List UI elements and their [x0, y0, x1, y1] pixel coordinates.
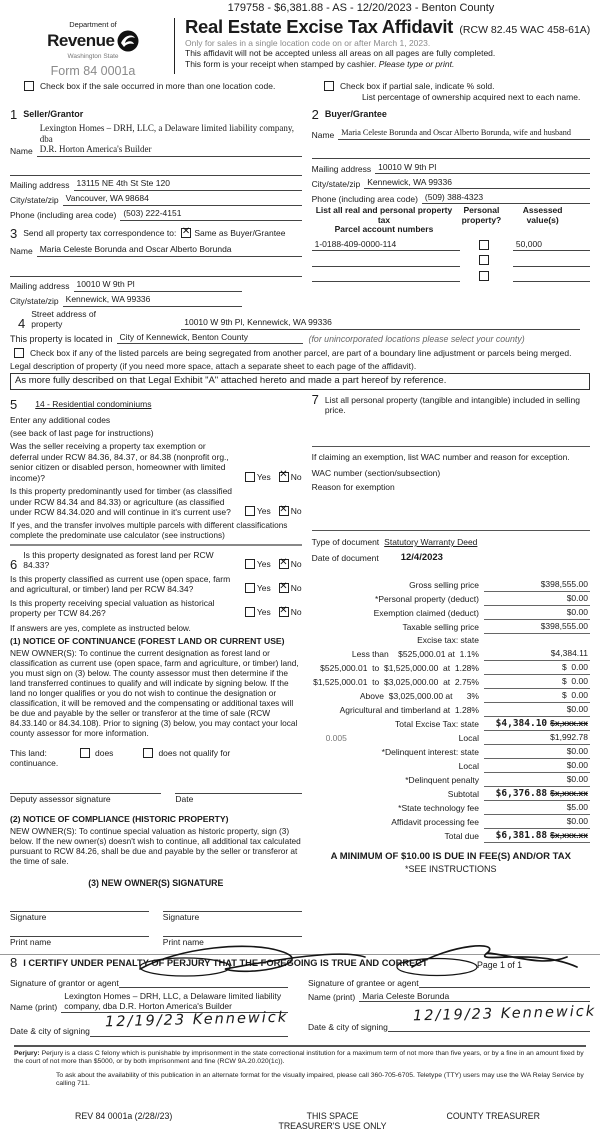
personal-property-deduct-value[interactable]: $0.00	[484, 593, 590, 606]
q4-yes-checkbox[interactable]	[245, 583, 255, 593]
this-land-label: This land:	[10, 747, 47, 758]
owner-signature-label: Signature	[10, 911, 47, 922]
type-or-print-note: Please type or print.	[378, 58, 455, 69]
street-address-label: Street address of property	[31, 308, 96, 329]
taxable-selling-price-value[interactable]: $398,555.00	[484, 621, 590, 634]
grantor-signature-block	[10, 970, 300, 1037]
assessed-value-field[interactable]	[513, 271, 590, 282]
tax-row-affidavit-fee: Affidavit processing fee $0.00	[391, 816, 588, 827]
owner-print-line[interactable]	[163, 928, 302, 937]
form-number: Form 84 0001a	[50, 63, 136, 78]
owner-print-label: Print name	[10, 937, 52, 947]
dor-logo	[18, 16, 168, 77]
parcel-number-field[interactable]: 1-0188-409-0000-114	[312, 239, 460, 252]
buyer-city-field[interactable]: Kennewick, WA 99336	[364, 177, 590, 190]
owner-signature-line[interactable]	[10, 901, 149, 912]
top-checkbox-row	[0, 76, 600, 102]
perjury-notice	[14, 1045, 586, 1089]
parcel-table	[312, 206, 590, 282]
revenue-swirl-icon	[117, 30, 139, 52]
section-4-number: 4	[18, 316, 26, 331]
located-in-label: This property is located in	[10, 333, 113, 344]
tax-row-exemption-deduct: Exemption claimed (deduct) $0.00	[373, 607, 588, 618]
grantor-date-label: Date & city of signing	[10, 1026, 90, 1036]
gross-selling-price-value[interactable]: $398,555.00	[484, 579, 590, 592]
question-historic-property: Is this property receiving special valuation as historical property per TCW 84.26? Yes ✕ No	[10, 598, 302, 619]
does-not-checkbox[interactable]	[143, 748, 153, 758]
tax-row-gross: Gross selling price $398,555.00	[409, 579, 588, 590]
same-as-buyer-label: Same as Buyer/Grantee	[194, 227, 286, 238]
question-current-use: Is this property classified as current use (open space, farm and agricultural, or timber) land per RCW 84.34? Yes ✕ No	[10, 574, 302, 595]
form-footer	[0, 1111, 600, 1132]
seller-name-field[interactable]: Lexington Homes – DRH, LLC, a Delaware limited liability company, dba D.R. Horton America's Builder	[37, 123, 302, 157]
county-treasurer-label: COUNTY TREASURER	[446, 1110, 540, 1121]
grantor-signature-line[interactable]	[119, 976, 288, 988]
street-address-field[interactable]: 10010 W 9th Pl, Kennewick, WA 99336	[181, 317, 580, 330]
grantee-date-handwriting: 12/19/23 Kennewick	[412, 1003, 597, 1025]
parcel-number-field[interactable]	[312, 256, 460, 267]
q2-yes-checkbox[interactable]	[245, 506, 255, 516]
seller-city-label: City/state/zip	[10, 195, 59, 205]
q3-yes-checkbox[interactable]	[245, 559, 255, 569]
land-use-code-field[interactable]: 14 - Residential condominiums	[35, 398, 152, 409]
tax-corr-city-field[interactable]: Kennewick, WA 99336	[63, 294, 242, 307]
seller-phone-field[interactable]: (503) 222-4151	[120, 208, 301, 221]
tier4-tax-value[interactable]: $ 0.00	[484, 690, 590, 703]
tax-corr-blank-line[interactable]	[10, 266, 302, 277]
section-7-text: List all personal property (tangible and intangible) included in selling price.	[324, 394, 580, 415]
buyer-name-label: Name	[311, 129, 335, 140]
owner-print-line[interactable]	[10, 928, 149, 937]
section-1-number: 1	[10, 107, 18, 122]
notice-compliance-title: (2) NOTICE OF COMPLIANCE (HISTORIC PROPERTY)	[10, 814, 229, 824]
tax-row-tier4: Above $3,025,000.00 at 3% $ 0.00	[359, 690, 588, 701]
redacted-amount: $x,xxx.xx	[550, 788, 588, 798]
new-owner-signature-title: (3) NEW OWNER(S) SIGNATURE	[88, 878, 224, 888]
redacted-amount: $x,xxx.xx	[550, 830, 588, 840]
question-exemption-deferral: Was the seller receiving a property tax exemption or deferral under RCW 84.36, 84.37, or 84.38 (nonprofit org., senior citizen or disabled person, homeowner with limited income)? Yes ✕ No	[10, 441, 302, 483]
grantor-date-handwriting: 12/19/23 Kennewick	[104, 1009, 289, 1030]
q1-yes-checkbox[interactable]	[245, 472, 255, 482]
grantee-signature-block	[300, 970, 597, 1037]
no-label: No	[290, 506, 302, 516]
personal-property-header: Personal property?	[461, 205, 502, 225]
buyer-mailing-field[interactable]: 10010 W 9th Pl	[375, 162, 590, 175]
parcel-header: List all real and personal property tax Parcel account numbers	[315, 205, 453, 234]
yes-label: Yes	[256, 607, 271, 617]
grantor-name-print-field[interactable]: Lexington Homes – DRH, LLC, a Delaware limited liability company, dba D.R. Horton America's Builder	[61, 991, 288, 1013]
local-tax-value[interactable]: $1,992.78	[484, 732, 590, 745]
wac-number-label: WAC number (section/subsection)	[311, 468, 441, 478]
tier2-tax-value[interactable]: $ 0.00	[484, 662, 590, 675]
grantor-name-print-label: Name (print)	[10, 1002, 58, 1012]
deputy-date-line[interactable]	[175, 783, 301, 794]
form-title: Real Estate Excise Tax Affidavit	[185, 15, 454, 37]
seller-phone-label: Phone (including area code)	[10, 210, 117, 220]
section-1-seller	[10, 105, 312, 307]
local-rate: 0.005	[325, 733, 347, 743]
section-5-6-divider	[10, 544, 302, 546]
assessed-value-field[interactable]: 50,000	[513, 239, 590, 252]
tax-row-local: 0.005 Local $1,992.78	[312, 732, 590, 745]
deputy-date-label: Date	[175, 793, 194, 804]
grantee-sig-label: Signature of grantee or agent	[308, 977, 419, 988]
yes-label: Yes	[256, 559, 271, 569]
parcel-number-field[interactable]	[312, 271, 460, 282]
tax-row-total-excise: Total Excise Tax: state $4,384.10 $x,xxx.xx	[395, 718, 588, 729]
personal-property-checkbox[interactable]	[479, 255, 489, 265]
section-5-number: 5	[10, 396, 18, 412]
exemption-note: If claiming an exemption, list WAC number and reason for exception.	[311, 451, 570, 462]
total-due-value[interactable]: $6,381.88 $x,xxx.xx	[484, 830, 590, 843]
see-back-note: (see back of last page for instructions)	[10, 427, 154, 438]
exemption-bottom-line	[312, 530, 590, 531]
buyer-blank-line[interactable]	[312, 148, 590, 159]
section-8-number: 8	[10, 954, 18, 970]
tier3-tax-value[interactable]: $ 0.00	[484, 676, 590, 689]
tax-computation-table	[312, 579, 590, 843]
predominate-use-note: If yes, and the transfer involves multiple parcels with different classifications complete the predominate use calculator (see instructions)	[10, 519, 288, 540]
reason-exemption-label: Reason for exemption	[311, 481, 395, 492]
logo-revenue: Revenue	[47, 30, 115, 50]
question-forest-land: 6 Is this property designated as forest land per RCW 84.33? Yes ✕ No	[10, 550, 302, 571]
tax-corr-mailing-field[interactable]: 10010 W 9th Pl	[74, 279, 242, 292]
yes-label: Yes	[256, 471, 271, 482]
grantee-name-print-field[interactable]: Maria Celeste Borunda	[359, 991, 590, 1003]
personal-property-line[interactable]	[312, 446, 590, 447]
buyer-phone-field[interactable]: (509) 388-4323	[422, 192, 590, 205]
grantee-date-label: Date & city of signing	[308, 1021, 388, 1032]
buyer-phone-label: Phone (including area code)	[311, 193, 418, 204]
minimum-due-note: A MINIMUM OF $10.00 IS DUE IN FEE(S) AND/OR TAX *SEE INSTRUCTIONS	[330, 850, 571, 874]
seller-mailing-label: Mailing address	[10, 180, 70, 190]
subtotal-value[interactable]: $6,376.88 $x,xxx.xx	[484, 788, 590, 801]
tax-row-tech-fee: *State technology fee $5.00	[398, 802, 588, 813]
owner-signature-line[interactable]	[163, 901, 302, 912]
buyer-city-label: City/state/zip	[311, 178, 361, 189]
agricultural-tax-value[interactable]: $0.00	[484, 704, 590, 717]
section-5-6-column	[10, 395, 312, 948]
ownership-percentage-note: List percentage of ownership acquired next to each name.	[362, 91, 581, 102]
no-label: No	[290, 583, 302, 593]
additional-codes-label: Enter any additional codes	[10, 415, 111, 425]
tax-row-agricultural: Agricultural and timberland at 1.28% $0.00	[339, 704, 588, 715]
seller-blank-line[interactable]	[10, 165, 302, 176]
header-divider	[174, 18, 175, 75]
receipt-line: 179758 - $6,381.88 - AS - 12/20/2023 - Benton County	[227, 2, 495, 14]
logo-washington-state: Washington State	[67, 53, 119, 60]
segregated-checkbox[interactable]	[14, 348, 24, 358]
if-answers-yes-note: If answers are yes, complete as instructed below.	[10, 622, 191, 633]
buyer-mailing-label: Mailing address	[311, 163, 372, 174]
partial-sale-label: Check box if partial sale, indicate % sold. List percentage of ownership acquired next to each name.	[340, 81, 581, 102]
grantee-signature-line[interactable]	[419, 976, 590, 988]
header-note-1: Only for sales in a single location code on or after March 1, 2023.	[185, 37, 431, 48]
doc-date-label: Date of document	[311, 552, 379, 563]
tax-row-tier3: $1,525,000.01 to $3,025,000.00 at 2.75% $ 0.00	[313, 676, 588, 687]
tax-corr-city-label: City/state/zip	[10, 296, 59, 306]
multiple-location-label: Check box if the sale occurred in more than one location code.	[40, 81, 276, 91]
page-number: Page 1 of 1	[477, 959, 522, 970]
tax-corr-mailing-label: Mailing address	[10, 281, 70, 291]
notice-compliance-body: NEW OWNER(S): To continue special valuation as historic property, sign (3) below. If the new owner(s) doesn't wish to continue, all additional tax calculated pursuant to RCW 84.26, shall be due and payable by the seller or transferor at the time of sale.	[10, 826, 301, 866]
tier1-tax-value[interactable]: $4,384.11	[484, 648, 590, 661]
parcel-row	[312, 239, 590, 252]
tax-row-delinquent-penalty: *Delinquent penalty $0.00	[405, 774, 588, 785]
certify-statement: I CERTIFY UNDER PENALTY OF PERJURY THAT THE FOREGOING IS TRUE AND CORRECT	[23, 957, 428, 968]
section-2-title: Buyer/Grantee	[324, 109, 387, 119]
q4-no-checkbox[interactable]	[279, 583, 289, 593]
form-header	[0, 14, 600, 77]
section-2-buyer	[312, 105, 590, 307]
new-owner-signature-row-1	[10, 901, 302, 923]
multiple-location-checkbox[interactable]	[24, 81, 34, 91]
continuance-label: continuance.	[10, 758, 59, 768]
delinquent-interest-state-value[interactable]: $0.00	[484, 746, 590, 759]
does-checkbox[interactable]	[80, 748, 90, 758]
tax-row-delinquent-interest-local: Local $0.00	[458, 760, 588, 771]
form-title-rcw: (RCW 82.45 WAC 458-61A)	[459, 23, 591, 36]
legal-description-box[interactable]: As more fully described on that Legal Exhibit "A" attached hereto and made a part hereof by reference.	[10, 373, 590, 390]
tax-corr-name-field[interactable]: Maria Celeste Borunda and Oscar Alberto Borunda	[37, 244, 302, 257]
owner-print-label: Print name	[162, 937, 204, 947]
footer-rev: REV 84 0001a (2/28//23)	[75, 1110, 173, 1121]
doc-date-field[interactable]: 12/4/2023	[400, 551, 443, 563]
deputy-signature-label: Deputy assessor signature	[10, 793, 111, 804]
tax-row-delinquent-interest-state: *Delinquent interest: state $0.00	[381, 746, 588, 757]
tax-corr-name-label: Name	[10, 246, 33, 256]
assessed-value-field[interactable]	[513, 256, 590, 267]
yes-label: Yes	[256, 506, 271, 516]
does-not-label: does not qualify for	[158, 747, 231, 758]
yes-label: Yes	[256, 583, 271, 593]
tty-note: To ask about the availability of this publication in an alternate format for the visually impaired, please call 360-705-6705. Teletype (TTY) users may use the WA Relay Service by calling 711.	[56, 1071, 584, 1088]
tax-row-personal-deduct: *Personal property (deduct) $0.00	[375, 593, 588, 604]
q5-yes-checkbox[interactable]	[245, 607, 255, 617]
delinquent-interest-local-value[interactable]: $0.00	[484, 760, 590, 773]
affidavit-fee-value[interactable]: $0.00	[484, 816, 590, 829]
no-label: No	[290, 559, 302, 569]
notice-continuance-body: NEW OWNER(S): To continue the current designation as forest land or classification as current use (open space, farm and agriculture, or timber) land, you must sign on (3) below. The county assessor must then determine if the land transferred continues to qualify and will indicate by signing below. If the land no longer qualifies or you do not wish to continue the designation or classification, it will be removed and the compensating or additional taxes will be due and payable by the seller or transferor at the time of sale (RCW 84.33.140 or 84.34.108). Prior to signing (3) below, you may contact your local county assessor for more information.	[10, 647, 299, 738]
exemption-claimed-value[interactable]: $0.00	[484, 607, 590, 620]
seller-mailing-field[interactable]: 13115 NE 4th St Ste 120	[74, 178, 302, 191]
does-label: does	[95, 747, 114, 758]
same-as-buyer-checkbox[interactable]	[181, 228, 191, 238]
section-1-title: Seller/Grantor	[23, 109, 84, 119]
this-land-row	[10, 748, 302, 759]
tax-row-tier1: Less than $525,000.01 at 1.1% $4,384.11	[351, 648, 588, 659]
state-tech-fee-value[interactable]: $5.00	[484, 802, 590, 815]
header-note-3: This form is your receipt when stamped by cashier. Please type or print.	[185, 58, 455, 69]
seller-city-field[interactable]: Vancouver, WA 98684	[63, 193, 302, 206]
partial-sale-checkbox[interactable]	[324, 81, 334, 91]
personal-property-checkbox[interactable]	[479, 271, 489, 281]
q1-no-checkbox[interactable]	[279, 472, 289, 482]
tax-row-subtotal: Subtotal $6,376.88 $x,xxx.xx	[447, 788, 588, 799]
section-3	[10, 225, 302, 241]
located-in-note: (for unincorporated locations please select your county)	[308, 333, 525, 344]
q2-no-checkbox[interactable]	[279, 506, 289, 516]
assessed-value-header: Assessed value(s)	[522, 205, 563, 225]
tax-row-tier2: $525,000.01 to $1,525,000.00 at 1.28% $ 0.00	[320, 662, 588, 673]
parcel-row	[312, 271, 590, 283]
tax-row-total-due: Total due $6,381.88 $x,xxx.xx	[444, 830, 588, 841]
buyer-name-field[interactable]: Maria Celeste Borunda and Oscar Alberto Borunda, wife and husband	[338, 128, 590, 141]
notice-continuance-title: (1) NOTICE OF CONTINUANCE (FOREST LAND OR CURRENT USE)	[10, 635, 285, 646]
section-2-number: 2	[311, 107, 319, 122]
new-owner-signature-row-2	[10, 928, 302, 948]
doc-type-field[interactable]: Statutory Warranty Deed	[384, 537, 478, 547]
deputy-assessor-row	[10, 783, 302, 805]
perjury-label: Perjury:	[14, 1049, 40, 1057]
no-label: No	[290, 471, 302, 482]
perjury-text: Perjury is a class C felony which is punishable by imprisonment in the state correctional institution for a maximum term of not more than five years, or by a fine in an amount fixed by the court of not more than $5000, or by both imprisonment and fine (RCW 9A.20.020(1c)).	[14, 1049, 584, 1066]
owner-signature-label: Signature	[162, 911, 200, 922]
section-6-number: 6	[10, 557, 18, 572]
total-excise-state-value[interactable]: $4,384.10 $x,xxx.xx	[484, 718, 590, 731]
parcel-row	[312, 255, 590, 267]
deputy-signature-line[interactable]	[10, 783, 161, 794]
grantor-sig-label: Signature of grantor or agent	[10, 977, 119, 988]
legal-description-label: Legal description of property (if you need more space, attach a separate sheet to each page of the affidavit).	[10, 360, 417, 371]
treasurer-use-label: THIS SPACE TREASURER'S USE ONLY	[278, 1110, 387, 1132]
section-7-tax-column	[311, 391, 590, 948]
doc-type-label: Type of document	[311, 537, 380, 547]
section-7-number: 7	[311, 391, 319, 407]
no-label: No	[290, 607, 302, 617]
section-3-text: Send all property tax correspondence to:	[23, 227, 177, 238]
segregated-label: Check box if any of the listed parcels are being segregated from another parcel, are part of a boundary line adjustment or parcels being merged.	[30, 348, 572, 358]
q3-no-checkbox[interactable]	[279, 559, 289, 569]
personal-property-checkbox[interactable]	[479, 240, 489, 250]
q5-no-checkbox[interactable]	[279, 607, 289, 617]
located-in-field[interactable]: City of Kennewick, Benton County	[117, 332, 303, 345]
redacted-amount: $x,xxx.xx	[550, 718, 588, 728]
grantee-name-print-label: Name (print)	[308, 991, 356, 1002]
tax-row-taxable: Taxable selling price $398,555.00	[402, 621, 588, 632]
logo-department-of: Department of	[69, 19, 117, 29]
section-4-property	[0, 309, 600, 372]
seller-name-label: Name	[10, 146, 33, 156]
header-note-2: This affidavit will not be accepted unless all areas on all pages are fully completed.	[185, 48, 496, 58]
section-3-number: 3	[10, 225, 18, 241]
tax-row-excise-state: Excise tax: state	[417, 635, 479, 645]
delinquent-penalty-value[interactable]: $0.00	[484, 774, 590, 787]
question-timber-agriculture: Is this property predominantly used for timber (as classified under RCW 84.34 and 84.33) or agriculture (as classified under RCW 84.34.020 and will continue in it's current use? Yes ✕ No	[10, 486, 302, 518]
